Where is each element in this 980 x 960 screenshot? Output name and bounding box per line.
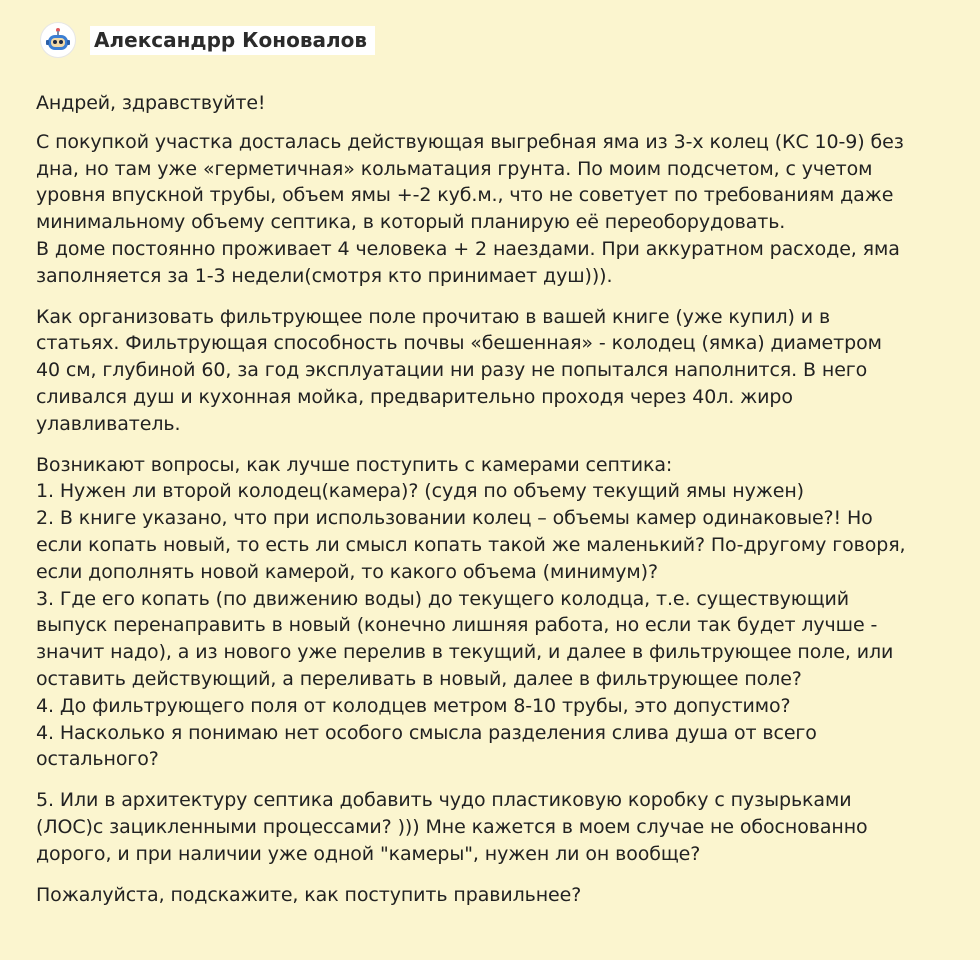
message-body (36, 90, 950, 908)
paragraph-filter-field: Как организовать фильтрующее поле прочитаю в вашей книге (уже купил) и в статьях. Фильтрующая способность почвы «бешенная» - колодец (ямка) диаметром 40 см, глубиной 60, за год эксплуатации ни разу не попытался наполнится. В него сливался душ и кухонная мойка, предварительно проходя через 40л. жиро улавливатель. (36, 305, 882, 435)
paragraph-plot-description: С покупкой участка досталась действующая выгребная яма из 3-х колец (КС 10-9) без дна, но там уже «герметичная» кольматация грунта. По моим подсчетом, с учетом уровня впускной трубы, объем ямы +-2 куб.м., что не советует по требованиям даже минимальному объему септика, в который планирую её переоборудовать. В доме постоянно проживает 4 человека + 2 наездами. При аккуратном расходе, яма заполняется за 1-3 недели(смотря кто принимает душ))). (36, 130, 904, 287)
avatar[interactable] (40, 22, 76, 58)
robot-avatar-icon (44, 26, 72, 54)
post-header (36, 18, 950, 62)
paragraph-questions: Возникают вопросы, как лучше поступить с камерами септика: 1. Нужен ли второй колодец(камера)? (судя по объему текущий ямы нужен) 2. В книге указано, что при использовании колец – объемы камер одинаковые?! Но если копать новый, то есть ли смысл копать такой же маленький? По-другому говоря, если дополнять новой камерой, то какого объема (минимум)? 3. Где его копать (по движению воды) до текущего колодца, т.е. существующий выпуск перенаправить в новый (конечно лишняя работа, но если так будет лучше - значит надо), а из нового уже перелив в текущий, и далее в фильтрующее поле, или оставить действующий, а переливать в новый, далее в фильтрующее поле? 4. До фильтрующего поля от колодцев метром 8-10 трубы, это допустимо? 4. Насколько я понимаю нет особого смысла разделения слива душа от всего остального? (36, 453, 906, 771)
closing-text: Пожалуйста, подскажите, как поступить правильнее? (36, 883, 582, 906)
paragraph-los-question: 5. Или в архитектуру септика добавить чудо пластиковую коробку с пузырьками (ЛОС)с зацикленными процессами? ))) Мне кажется в моем случае не обоснованно дорого, и при наличии уже одной "камеры", нужен ли он вообще? (36, 789, 868, 865)
greeting-text: Андрей, здравствуйте! (36, 92, 266, 114)
author-name[interactable]: Александрр Коновалов (90, 26, 375, 55)
